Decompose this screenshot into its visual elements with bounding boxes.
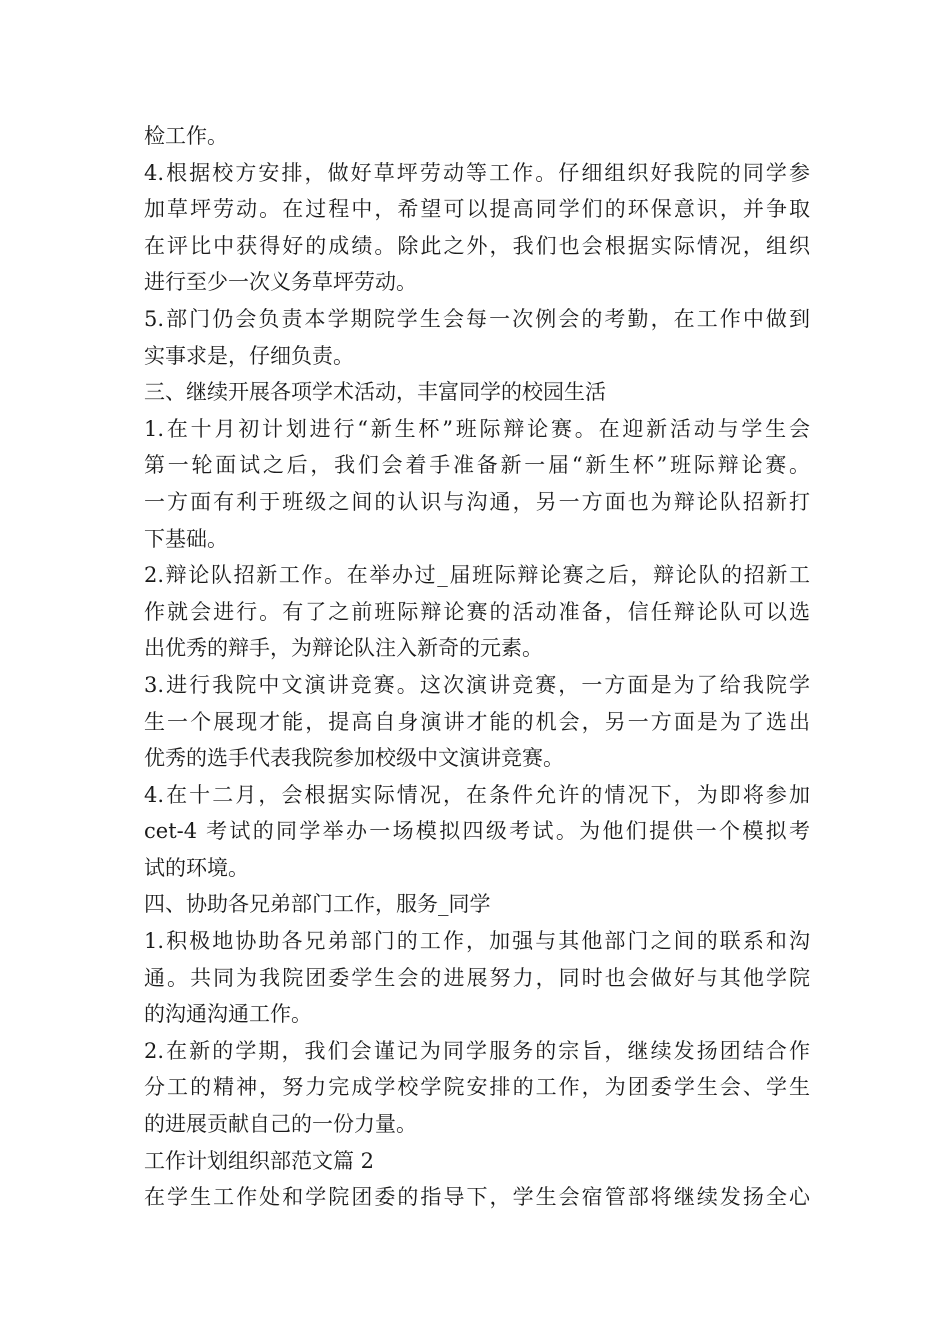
text-line: 作就会进行。有了之前班际辩论赛的活动准备，信任辩论队可以选 xyxy=(144,599,810,624)
text-line: 一方面有利于班级之间的认识与沟通，另一方面也为辩论队招新打 xyxy=(144,489,810,514)
text-line: 生一个展现才能，提高自身演讲才能的机会，另一方面是为了选出 xyxy=(144,709,810,734)
text-line: 2.在新的学期，我们会谨记为同学服务的宗旨，继续发扬团结合作 xyxy=(144,1038,810,1063)
text-line: 在评比中获得好的成绩。除此之外，我们也会根据实际情况，组织 xyxy=(144,233,810,258)
text-line: 4.根据校方安排，做好草坪劳动等工作。仔细组织好我院的同学参 xyxy=(144,160,810,185)
text-line: 实事求是，仔细负责。 xyxy=(144,343,354,368)
text-line: 通。共同为我院团委学生会的进展努力，同时也会做好与其他学院 xyxy=(144,965,810,990)
document-body xyxy=(144,118,810,1216)
text-line: 分工的精神，努力完成学校学院安排的工作，为团委学生会、学生 xyxy=(144,1075,810,1100)
text-line: 进行至少一次义务草坪劳动。 xyxy=(144,270,417,295)
text-line: 优秀的选手代表我院参加校级中文演讲竞赛。 xyxy=(144,746,564,771)
text-line: 第一轮面试之后，我们会着手准备新一届“新生杯”班际辩论赛。 xyxy=(144,453,810,478)
text-line: 出优秀的辩手，为辩论队注入新奇的元素。 xyxy=(144,636,543,661)
text-line: 的进展贡献自己的一份力量。 xyxy=(144,1112,417,1137)
text-line: 四、协助各兄弟部门工作，服务_同学 xyxy=(144,892,491,917)
text-line: 3.进行我院中文演讲竞赛。这次演讲竞赛，一方面是为了给我院学 xyxy=(144,672,810,697)
text-line: 的沟通沟通工作。 xyxy=(144,1002,312,1027)
text-line: 三、继续开展各项学术活动，丰富同学的校园生活 xyxy=(144,380,606,405)
text-line: cet-4 考试的同学举办一场模拟四级考试。为他们提供一个模拟考 xyxy=(144,819,810,844)
text-line: 在学生工作处和学院团委的指导下，学生会宿管部将继续发扬全心 xyxy=(144,1185,810,1210)
text-line: 试的环境。 xyxy=(144,855,249,880)
text-line: 工作计划组织部范文篇 2 xyxy=(144,1148,375,1173)
text-line: 检工作。 xyxy=(144,124,228,148)
text-line: 加草坪劳动。在过程中，希望可以提高同学们的环保意识，并争取 xyxy=(144,197,810,222)
text-line: 2.辩论队招新工作。在举办过_届班际辩论赛之后，辩论队的招新工 xyxy=(144,563,810,588)
text-line: 1.在十月初计划进行“新生杯”班际辩论赛。在迎新活动与学生会 xyxy=(144,416,810,441)
text-line: 4.在十二月，会根据实际情况，在条件允许的情况下，为即将参加 xyxy=(144,782,810,807)
text-line: 下基础。 xyxy=(144,526,228,551)
text-line: 1.积极地协助各兄弟部门的工作，加强与其他部门之间的联系和沟 xyxy=(144,929,810,954)
text-line: 5.部门仍会负责本学期院学生会每一次例会的考勤，在工作中做到 xyxy=(144,306,810,331)
